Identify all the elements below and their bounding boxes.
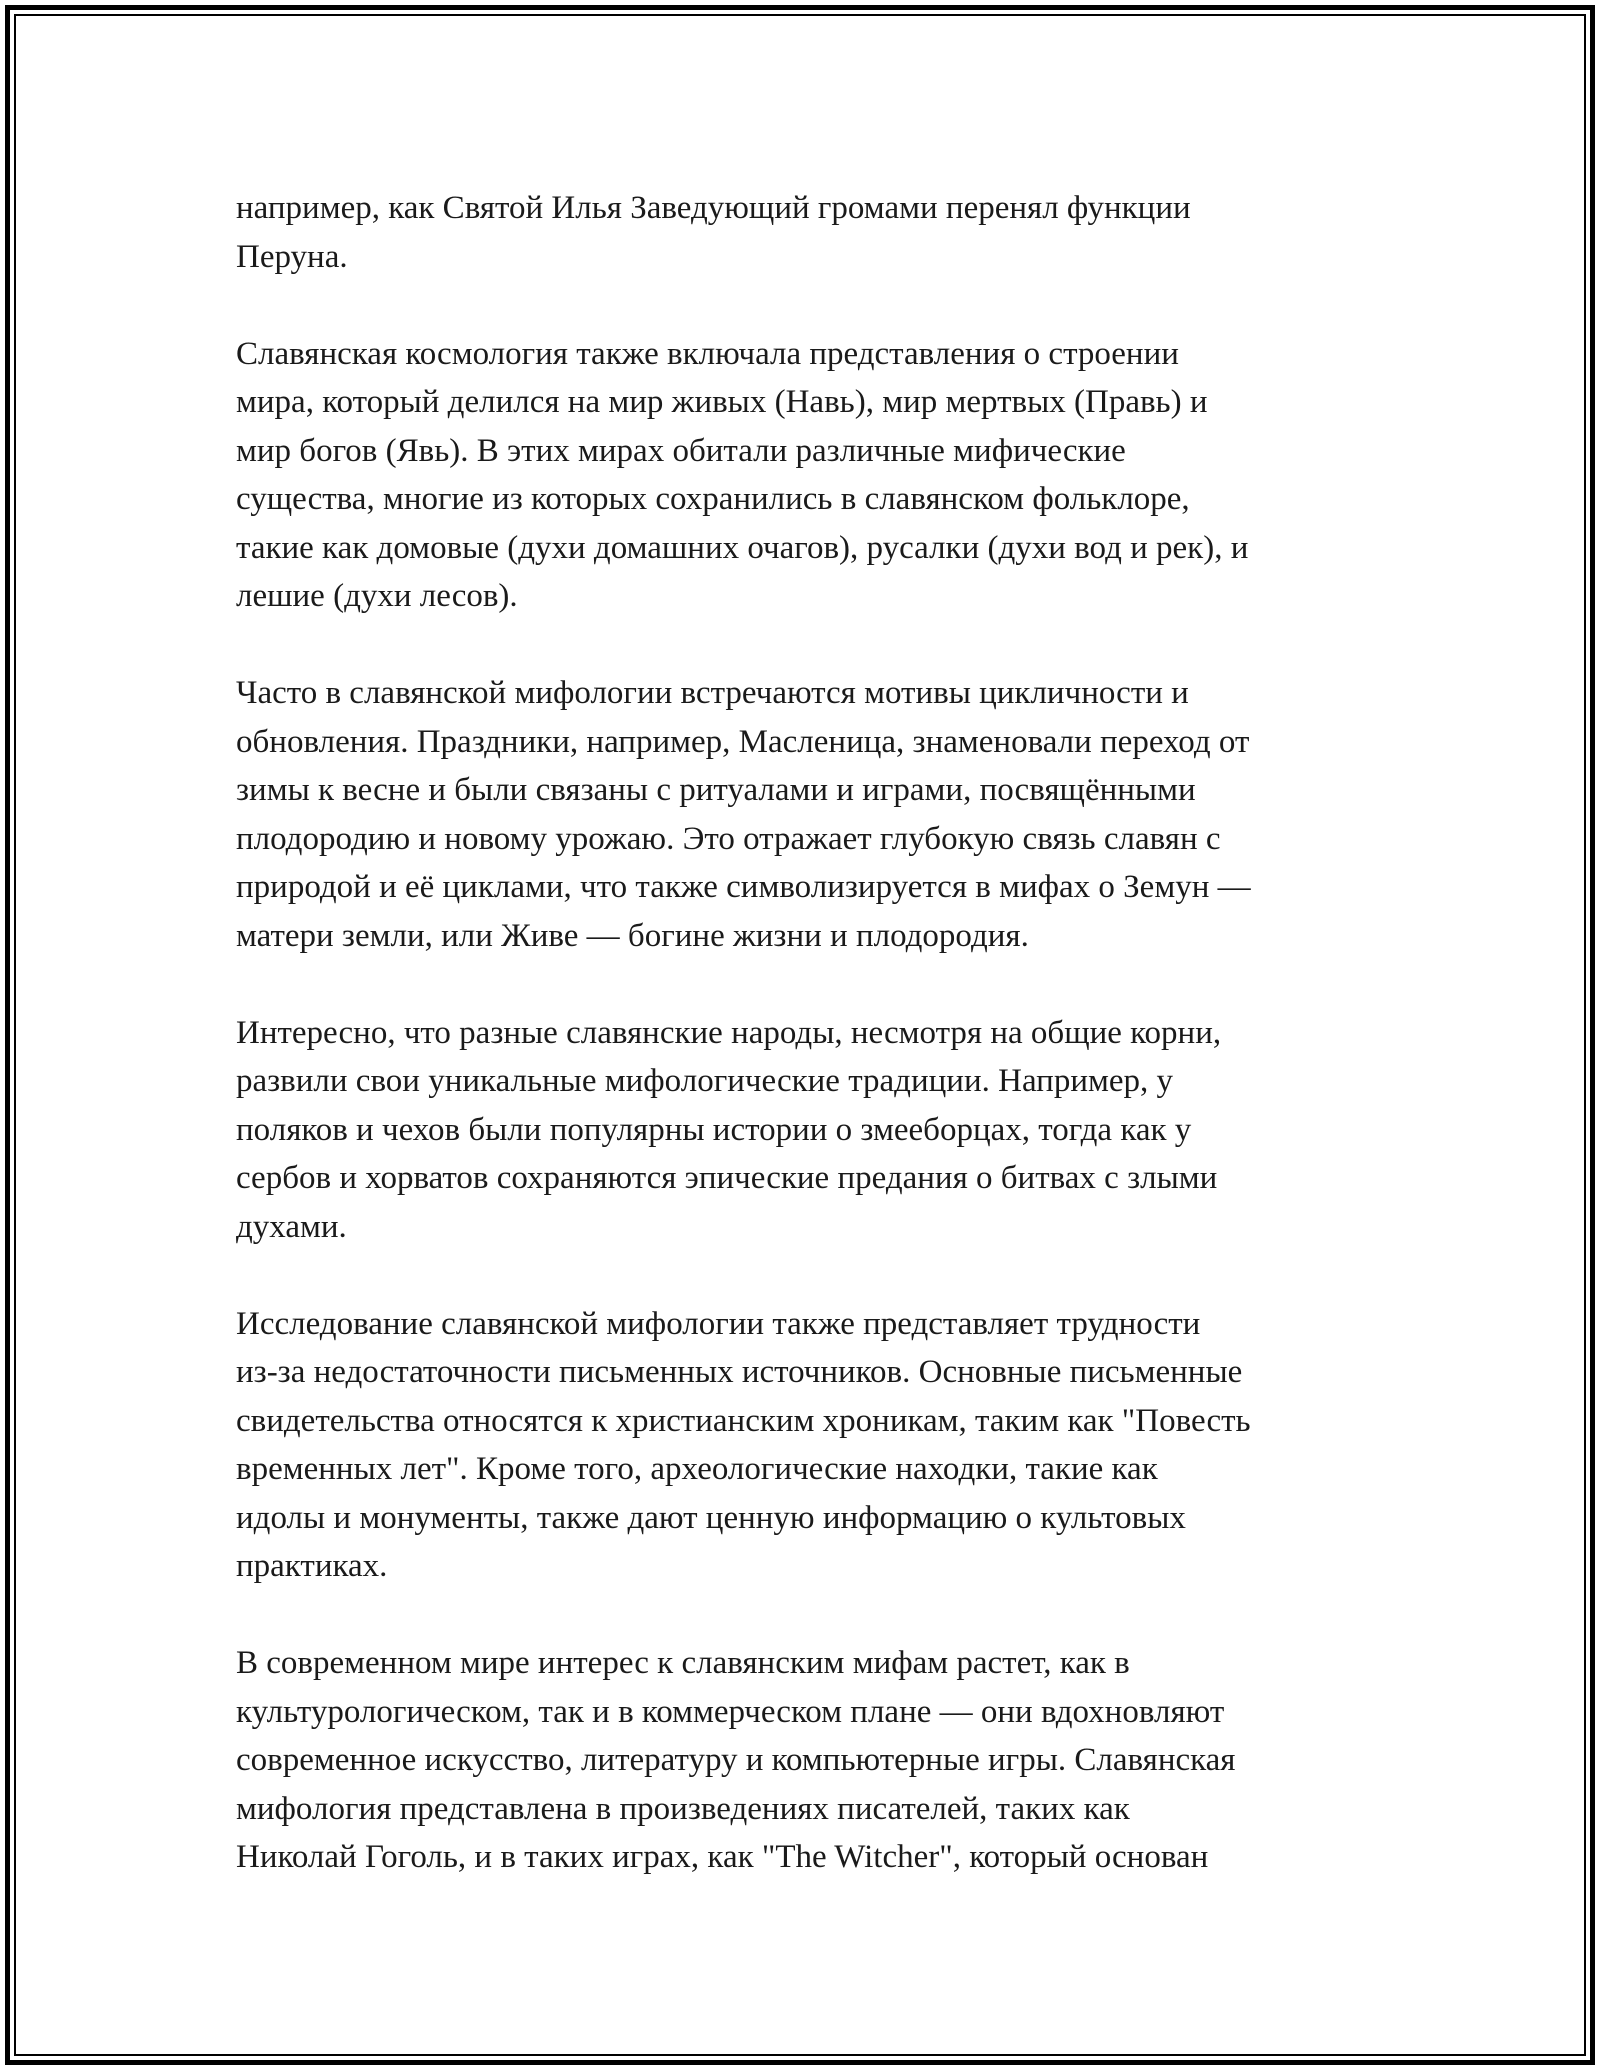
text-line: идолы и монументы, также дают ценную информацию о культовых [236,1499,1186,1536]
paragraph-6 [236,1639,1396,1882]
text-line: практиках. [236,1548,388,1584]
paragraph-1 [236,184,1396,281]
text-line: культурологическом, так и в коммерческом плане — они вдохновляют [236,1693,1225,1730]
text-line: например, как Святой Илья Заведующий громами перенял функции [236,190,1191,226]
text-line: мира, который делился на мир живых (Навь), мир мертвых (Правь) и [236,384,1208,420]
text-line: сербов и хорватов сохраняются эпические предания о битвах с злыми [236,1160,1218,1196]
text-line: В современном мире интерес к славянским мифам растет, как в [236,1645,1130,1681]
text-line: Славянская космология также включала представления о строении [236,335,1179,372]
text-line: Перуна. [236,238,348,275]
paragraph-2 [236,330,1396,621]
paragraph-3 [236,669,1396,960]
text-line: такие как домовые (духи домашних очагов), русалки (духи вод и рек), и [236,529,1249,566]
text-line: существа, многие из которых сохранились в славянском фольклоре, [236,481,1190,517]
text-line: Исследование славянской мифологии также представляет трудности [236,1305,1201,1342]
text-line: мир богов (Явь). В этих мирах обитали различные мифические [236,432,1126,469]
text-line: лешие (духи лесов). [236,578,518,614]
text-line: из-за недостаточности письменных источников. Основные письменные [236,1354,1243,1390]
text-line: временных лет". Кроме того, археологические находки, такие как [236,1451,1158,1487]
paragraph-5 [236,1300,1396,1591]
document-body [236,184,1396,1930]
text-line: зимы к весне и были связаны с ритуалами и играми, посвящёнными [236,772,1196,808]
text-line: природой и её циклами, что также символизируется в мифах о Земун — [236,869,1251,905]
text-line: современное искусство, литературу и компьютерные игры. Славянская [236,1742,1236,1778]
text-line: Николай Гоголь, и в таких играх, как "The Witcher", который основан [236,1839,1209,1875]
text-line: матери земли, или Живе — богине жизни и плодородия. [236,917,1029,954]
text-line: обновления. Праздники, например, Масленица, знаменовали переход от [236,723,1250,760]
text-line: Часто в славянской мифологии встречаются мотивы цикличности и [236,675,1189,711]
text-line: Интересно, что разные славянские народы, несмотря на общие корни, [236,1014,1222,1051]
text-line: поляков и чехов были популярны истории о змееборцах, тогда как у [236,1111,1192,1148]
paragraph-4 [236,1009,1396,1252]
text-line: мифология представлена в произведениях писателей, таких как [236,1790,1130,1827]
text-line: развили свои уникальные мифологические традиции. Например, у [236,1063,1174,1099]
text-line: свидетельства относятся к христианским хроникам, таким как "Повесть [236,1402,1251,1439]
text-line: плодородию и новому урожаю. Это отражает глубокую связь славян с [236,820,1221,857]
text-line: духами. [236,1208,347,1245]
